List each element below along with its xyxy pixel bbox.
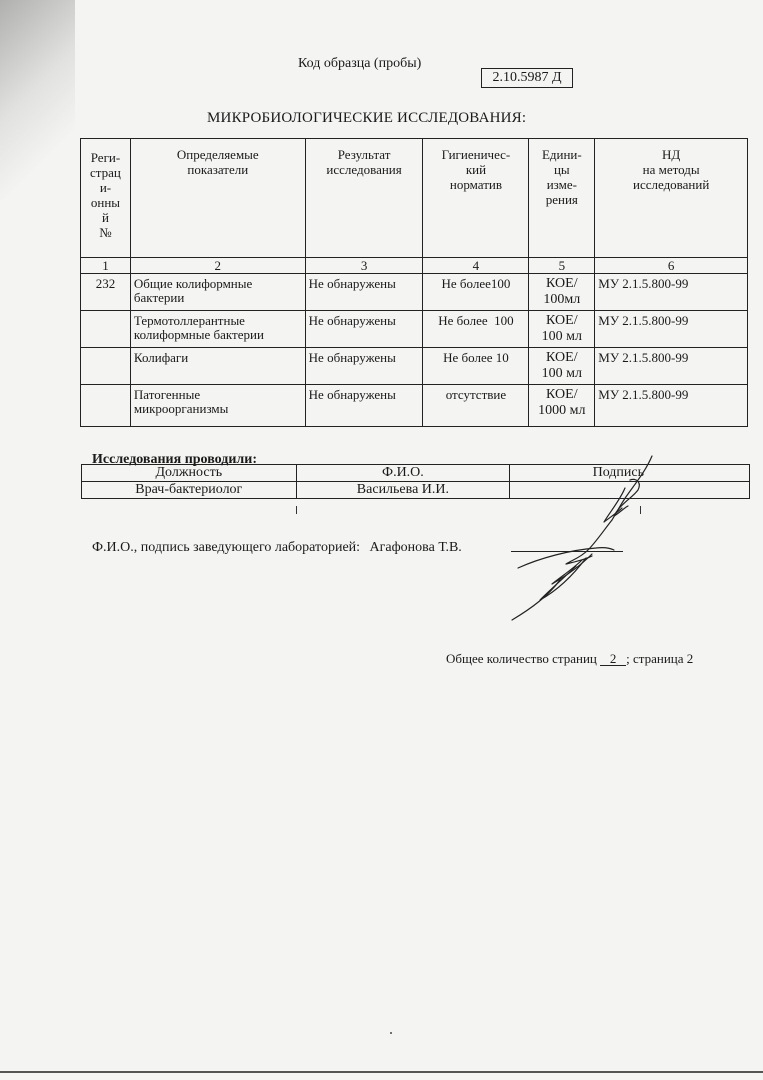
header-position: Должность [82,465,297,482]
result: Не обнаружены [305,385,423,427]
lab-head-label: Ф.И.О., подпись заведующего лабораторией: [92,540,361,555]
table-row [81,274,748,311]
scan-shadow [0,0,75,200]
indicator: Патогенные микроорганизмы [130,385,305,427]
column-number: 5 [529,258,595,274]
sample-code-label: Код образца (пробы) [298,56,422,71]
table-row [81,311,748,348]
reg-number [81,311,131,348]
lab-head-name: Агафонова Т.В. [369,540,462,555]
table-row [81,348,748,385]
norm: Не более100 [423,274,529,311]
units: КОЕ/ 100 мл [529,348,595,385]
method: МУ 2.1.5.800-99 [595,311,748,348]
units: КОЕ/ 1000 мл [529,385,595,427]
header-signature: Подпись [510,465,750,482]
results-header-row [81,139,748,258]
indicator: Общие колиформные бактерии [130,274,305,311]
staff-position: Врач-бактериолог [82,482,297,499]
staff-name: Васильева И.И. [296,482,510,499]
page-count-prefix: Общее количество страниц [446,651,597,666]
method: МУ 2.1.5.800-99 [595,385,748,427]
header-method: НД на методы исследований [595,139,748,258]
section-title: МИКРОБИОЛОГИЧЕСКИЕ ИССЛЕДОВАНИЯ: [207,110,527,126]
column-number: 2 [130,258,305,274]
column-number: 3 [305,258,423,274]
sample-code-box: 2.10.5987 Д [481,68,573,88]
page-count-total: 2 [600,652,626,666]
column-number-row [81,258,748,274]
results-table [80,138,748,427]
page-count-line [446,651,693,667]
result: Не обнаружены [305,348,423,385]
result: Не обнаружены [305,311,423,348]
method: МУ 2.1.5.800-99 [595,274,748,311]
scan-speck [390,1032,392,1034]
tick-mark [296,506,297,514]
method: МУ 2.1.5.800-99 [595,348,748,385]
norm: Не более 10 [423,348,529,385]
reg-number: 232 [81,274,131,311]
header-units: Едини- цы изме- рения [529,139,595,258]
units: КОЕ/ 100мл [529,274,595,311]
reg-number [81,348,131,385]
column-number: 4 [423,258,529,274]
reg-number [81,385,131,427]
norm: Не более 100 [423,311,529,348]
handwritten-signature [500,450,680,625]
column-number: 6 [595,258,748,274]
column-number: 1 [81,258,131,274]
norm: отсутствие [423,385,529,427]
table-row [81,385,748,427]
scan-bottom-edge [0,1071,763,1073]
staff-title: Исследования проводили: [92,452,257,467]
units: КОЕ/ 100 мл [529,311,595,348]
header-name: Ф.И.О. [296,465,510,482]
header-reg-number: Реги- страц и- онны й № [81,139,131,258]
header-result: Результат исследования [305,139,423,258]
page-count-suffix: ; страница 2 [626,651,694,666]
indicator: Колифаги [130,348,305,385]
header-norm: Гигиеничес- кий норматив [423,139,529,258]
result: Не обнаружены [305,274,423,311]
lab-head-line [92,540,462,556]
indicator: Термотоллерантные колиформные бактерии [130,311,305,348]
header-indicator: Определяемые показатели [130,139,305,258]
